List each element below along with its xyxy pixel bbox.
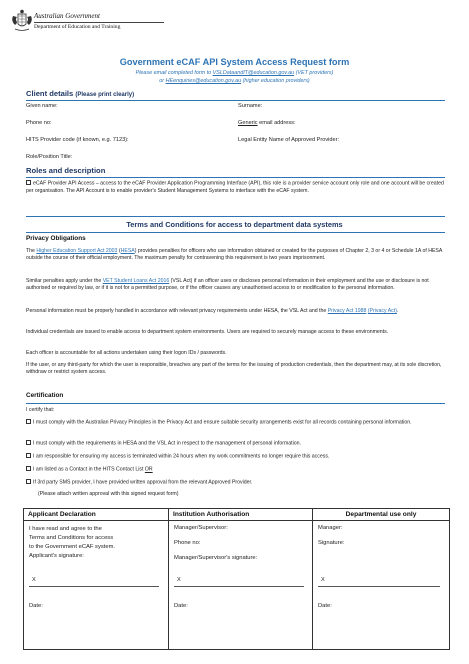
surname-field[interactable]: Surname: (238, 103, 263, 109)
generic-email-field[interactable] (238, 120, 296, 128)
email-instruction-line1 (0, 70, 469, 77)
departmental-date-field[interactable]: Date: (318, 603, 332, 609)
cert-checkbox[interactable] (26, 453, 31, 458)
section-rule (26, 216, 445, 217)
applicant-declaration-column (24, 509, 168, 649)
cert-checkbox[interactable] (26, 419, 31, 424)
cert-item-third-party (26, 479, 444, 487)
privacy-paragraph-3 (26, 308, 444, 315)
instruction-text: Please email completed form to (135, 70, 213, 76)
institution-signature-x: X (177, 577, 181, 583)
cert-text: If 3rd party SMS provider, I have provided written approval from the relevant Approved Provider. (33, 479, 253, 486)
form-title: Government eCAF API System Access Request form (119, 57, 350, 67)
terms-title: Terms and Conditions for access to department data systems (126, 220, 343, 229)
hesa-abbr-link[interactable]: HESA (120, 248, 135, 254)
cert-checkbox[interactable] (26, 466, 31, 471)
given-name-field[interactable]: Given name: (26, 103, 58, 109)
role-field[interactable]: Role/Position Title: (26, 154, 73, 160)
section-rule (26, 100, 445, 101)
legal-entity-field[interactable]: Legal Entity Name of Approved Provider: (238, 137, 340, 143)
declaration-table (23, 508, 450, 650)
he-email-link[interactable]: HEenquiries@education.gov.au (165, 78, 242, 84)
applicant-signature-x: X (32, 577, 36, 583)
api-access-checkbox[interactable] (26, 180, 31, 185)
roles-description (26, 180, 444, 195)
cert-text: I am responsible for ensuring my access is terminated within 24 hours when my work commitments no longer require this access. (33, 453, 330, 460)
heading-note: (Please print clearly) (75, 92, 135, 98)
privacy-paragraph-1 (26, 248, 444, 262)
privacy-paragraph-5: Each officer is accountable for all actions undertaken using their logon IDs / passwords. (26, 350, 227, 356)
email-instruction-line2 (0, 78, 469, 85)
vsl-act-link[interactable]: VET Student Loans Act 2016 (102, 278, 170, 284)
instruction-text: (higher education providers) (241, 78, 310, 84)
cert-text: I am listed as a Contact in the HITS Contact List (33, 466, 145, 473)
org-line1: Australian Government (34, 12, 164, 23)
manager-supervisor-field[interactable]: Manager/Supervisor: (174, 525, 228, 531)
section-rule (26, 177, 445, 178)
roles-text: eCAF Provider API Access – access to the eCAF Provider Application Programming Interface (API), this role is a provider service account only role and one account will be created per organisation. The API Account is to enable provider's Student Management Systems to interface with the eCAF system. (26, 180, 444, 194)
institution-heading: Institution Authorisation (169, 509, 312, 521)
para-text: . (396, 308, 399, 314)
or-word: OR (144, 466, 153, 473)
applicant-date-field[interactable]: Date: (29, 603, 43, 609)
privacy-paragraph-4: Individual credentials are issued to enable access to department system environments. Users are required to securely manage access to these environments. (26, 329, 389, 335)
hesa-link[interactable]: Higher Education Support Act 2003 (36, 248, 118, 254)
org-line2: Department of Education and Training (34, 24, 121, 31)
applicant-signature-line[interactable] (29, 586, 159, 587)
departmental-signature-x: X (321, 577, 325, 583)
departmental-use-column (312, 509, 449, 649)
government-name (34, 12, 164, 32)
institution-authorisation-column (168, 509, 312, 649)
departmental-signature-line[interactable] (318, 586, 440, 587)
cert-item-privacy-principles (26, 419, 444, 427)
institution-phone-field[interactable]: Phone no: (174, 540, 201, 546)
cert-item-termination (26, 453, 444, 461)
government-header (10, 8, 160, 50)
applicant-heading: Applicant Declaration (24, 509, 168, 521)
cert-text: I must comply with the Australian Privacy Principles in the Privacy Act and ensure suitable security arrangements exist for all records containing personal information. (33, 419, 412, 426)
certify-intro: I certify that: (26, 407, 55, 413)
institution-signature-line[interactable] (174, 586, 304, 587)
hits-code-field[interactable]: HITS Provider code (if known, e.g. 7123): (26, 137, 129, 143)
cert-text: I must comply with the requirements in HESA and the VSL Act in respect to the management of personal information. (33, 440, 301, 447)
departmental-manager-field[interactable]: Manager: (318, 525, 343, 531)
departmental-heading: Departmental use only (313, 509, 449, 521)
privacy-act-link[interactable]: Privacy Act 1988 (327, 308, 367, 314)
applicant-declaration-text: I have read and agree to the Terms and Conditions for access to the Government eCAF system. Applicant's signature: (29, 526, 116, 559)
heading-text: Client details (26, 89, 74, 98)
institution-date-field[interactable]: Date: (174, 603, 188, 609)
cert-item-hesa-vsl (26, 440, 444, 448)
para-text: The (26, 248, 37, 254)
instruction-text: (VET providers) (294, 70, 334, 76)
privacy-paragraph-6: If the user, or any third-party for which the user is responsible, breaches any part of the terms for the issuing of production credentials, then the department may, at its sole discretion, withdraw or restrict system access. (26, 362, 442, 376)
roles-heading: Roles and description (26, 166, 106, 175)
cert-checkbox[interactable] (26, 440, 31, 445)
client-details-heading (26, 89, 134, 99)
attach-note: (Please attach written approval with this signed request form) (38, 491, 179, 497)
email-label: email address: (257, 120, 296, 126)
para-text: ) provides penalties for officers who use information obtained or created for the purposes of Chapter 2, 3 or 4 or Schedule 1A of HESA outside the course of their official employment. The maximum penalty for contravening this requirement is two years imprisonment. (26, 248, 443, 262)
section-rule (26, 403, 445, 404)
instruction-text: or (159, 78, 166, 84)
section-rule (26, 232, 445, 233)
manager-signature-label: Manager/Supervisor's signature: (174, 555, 258, 561)
departmental-signature-label: Signature: (318, 540, 345, 546)
cert-item-hits-contact (26, 466, 444, 474)
para-text: Personal information must be properly handled in accordance with relevant privacy requirements under HESA, the VSL Act and the (26, 308, 328, 314)
para-text: Similar penalties apply under the (26, 278, 103, 284)
certification-heading: Certification (26, 392, 64, 399)
phone-field[interactable]: Phone no: (26, 120, 52, 126)
para-text: (VSL Act) if an officer uses or discloses personal information in their employment and the use or disclosure is not authorised or required by law, or if it is not for a permitted purpose, or if the officer causes any unauthorised access to or modification to the personal information. (26, 278, 429, 292)
privacy-act-abbr-link[interactable]: (Privacy Act) (367, 308, 397, 314)
para-text: ( (117, 248, 121, 254)
privacy-heading: Privacy Obligations (26, 235, 86, 242)
cert-checkbox[interactable] (26, 479, 31, 484)
vet-email-link[interactable]: VSLDataandIT@education.gov.au (212, 70, 295, 76)
generic-word: Generic (238, 120, 258, 126)
coat-of-arms-icon (10, 8, 34, 34)
privacy-paragraph-2 (26, 278, 444, 292)
